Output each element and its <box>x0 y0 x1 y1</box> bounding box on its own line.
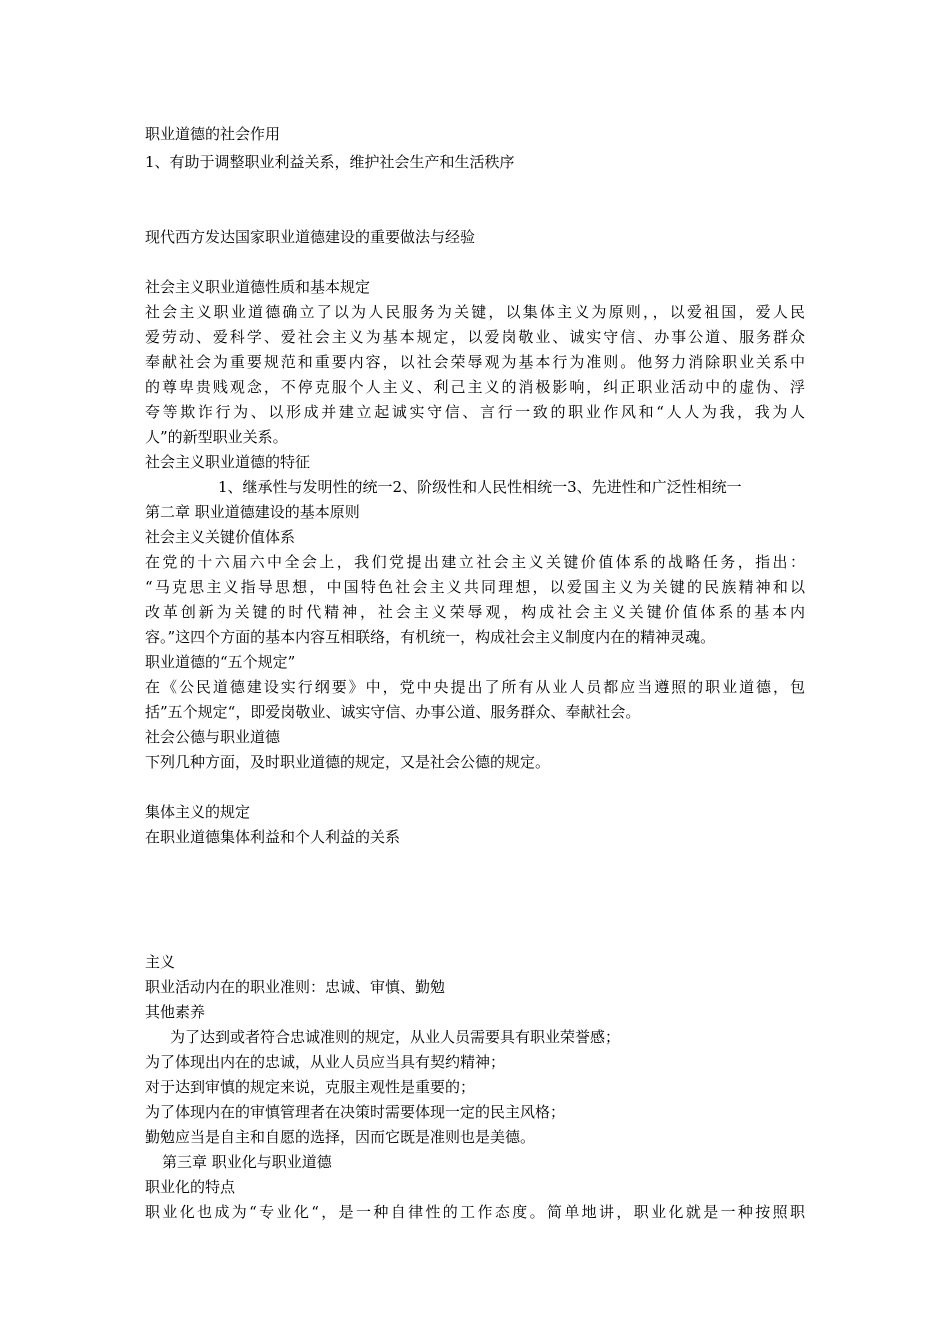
paragraph-line: 的尊卑贵贱观念，不停克服个人主义、利己主义的消极影响，纠正职业活动中的虚伪、浮 <box>145 378 805 396</box>
heading-work-principles: 职业活动内在的职业准则：忠诚、审慎、勤勉 <box>145 978 446 996</box>
heading-western-experience: 现代西方发达国家职业道德建设的重要做法与经验 <box>145 228 476 246</box>
heading-public-morality: 社会公德与职业道德 <box>145 728 281 746</box>
chapter-title: 第三章 职业化与职业道德 <box>162 1153 332 1171</box>
paragraph-line: 奉献社会为重要规范和重要内容，以社会荣辱观为基本行为准则。他努力消除职业关系中 <box>145 353 805 371</box>
paragraph-line: 职业化也成为“专业化“，是一种自律性的工作态度。简单地讲，职业化就是一种按照职 <box>145 1203 805 1221</box>
paragraph-line: 在党的十六届六中全会上，我们党提出建立社会主义关键价值体系的战略任务，指出： <box>145 553 805 571</box>
paragraph-line: 在职业道德集体利益和个人利益的关系 <box>145 828 401 846</box>
paragraph-line: 勤勉应当是自主和自愿的选择，因而它既是准则也是美德。 <box>145 1128 536 1146</box>
paragraph-line: 为了体现出内在的忠诚，从业人员应当具有契约精神； <box>145 1053 506 1071</box>
list-item: 1、有助于调整职业利益关系，维护社会生产和生活秩序 <box>145 153 515 171</box>
paragraph-line: 人”的新型职业关系。 <box>145 428 288 446</box>
heading-five-rules: 职业道德的“五个规定” <box>145 653 296 671</box>
paragraph-line: 主义 <box>145 953 176 971</box>
paragraph-line: 括”五个规定“，即爱岗敬业、诚实守信、办事公道、服务群众、奉献社会。 <box>145 703 641 721</box>
heading-professionalization: 职业化的特点 <box>145 1178 236 1196</box>
paragraph-line: 对于达到审慎的规定来说，克服主观性是重要的； <box>145 1078 476 1096</box>
heading-other-qualities: 其他素养 <box>145 1003 206 1021</box>
paragraph-line: 为了达到或者符合忠诚准则的规定，从业人员需要具有职业荣誉感； <box>170 1028 621 1046</box>
paragraph-line: 下列几种方面，及时职业道德的规定，又是社会公德的规定。 <box>145 753 551 771</box>
paragraph-line: 改革创新为关键的时代精神，社会主义荣辱观，构成社会主义关键价值体系的基本内 <box>145 603 805 621</box>
paragraph-line: 爱劳动、爱科学、爱社会主义为基本规定，以爱岗敬业、诚实守信、办事公道、服务群众 <box>145 328 805 346</box>
paragraph-line: 社会主义职业道德确立了以为人民服务为关键，以集体主义为原则，，以爱祖国，爱人民 <box>145 303 805 321</box>
paragraph-line: 为了体现内在的审慎管理者在决策时需要体现一定的民主风格； <box>145 1103 566 1121</box>
paragraph-line: 在《公民道德建设实行纲要》中，党中央提出了所有从业人员都应当遵照的职业道德，包 <box>145 678 805 696</box>
chapter-title: 第二章 职业道德建设的基本原则 <box>145 503 360 521</box>
inline-list: 1、继承性与发明性的统一2、阶级性和人民性相统一3、先进性和广泛性相统一 <box>218 478 742 496</box>
paragraph-line: 夸等欺诈行为、以形成并建立起诚实守信、言行一致的职业作风和“人人为我，我为人 <box>145 403 805 421</box>
heading-core-values: 社会主义关键价值体系 <box>145 528 296 546</box>
paragraph-line: 容。”这四个方面的基本内容互相联络，有机统一，构成社会主义制度内在的精神灵魂。 <box>145 628 716 646</box>
heading-social-role: 职业道德的社会作用 <box>145 125 281 143</box>
heading-collectivism: 集体主义的规定 <box>145 803 251 821</box>
heading-nature: 社会主义职业道德性质和基本规定 <box>145 278 371 296</box>
heading-features: 社会主义职业道德的特征 <box>145 453 311 471</box>
paragraph-line: “马克思主义指导思想，中国特色社会主义共同理想，以爱国主义为关键的民族精神和以 <box>145 578 805 596</box>
